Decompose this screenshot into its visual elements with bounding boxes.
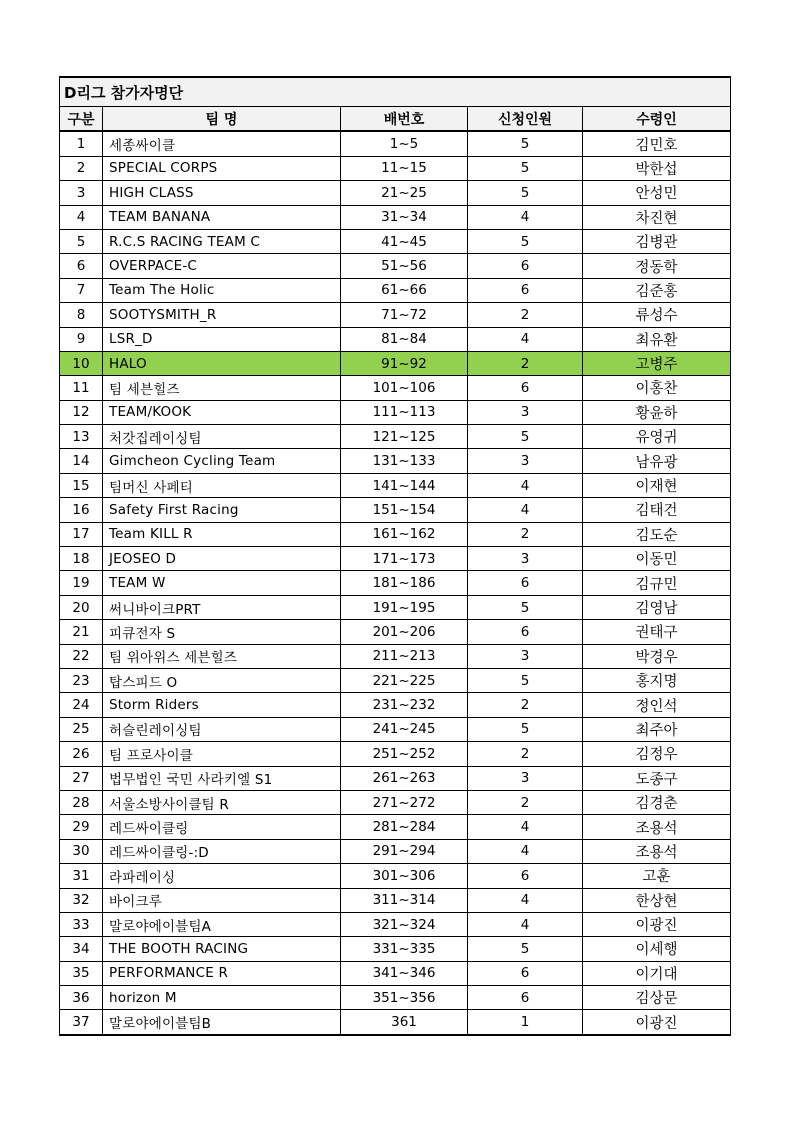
bib-range: 281~284 [341,815,468,839]
table-row [60,864,731,888]
row-number: 25 [60,717,103,741]
table-row [60,303,731,327]
team-name: 팀 위아위스 세븐힐즈 [103,644,341,668]
bib-range: 11~15 [341,156,468,180]
table-row [60,425,731,449]
table-row [60,181,731,205]
bib-range: 91~92 [341,351,468,375]
receiver-name: 이동민 [583,547,731,571]
applicant-count: 5 [468,229,583,253]
bib-range: 271~272 [341,790,468,814]
applicant-count: 5 [468,425,583,449]
bib-range: 301~306 [341,864,468,888]
applicant-count: 6 [468,961,583,985]
applicant-count: 2 [468,742,583,766]
team-name: 레드싸이클링 [103,815,341,839]
header-bib: 배번호 [341,107,468,132]
bib-range: 101~106 [341,376,468,400]
team-name: 탑스피드 O [103,668,341,692]
row-number: 2 [60,156,103,180]
table-row [60,254,731,278]
table-row [60,912,731,936]
team-name: PERFORMANCE R [103,961,341,985]
applicant-count: 5 [468,131,583,156]
row-number: 21 [60,620,103,644]
table-row [60,229,731,253]
receiver-name: 고훈 [583,864,731,888]
applicant-count: 3 [468,449,583,473]
team-name: TEAM/KOOK [103,400,341,424]
table-row [60,473,731,497]
receiver-name: 차진현 [583,205,731,229]
table-row [60,547,731,571]
applicant-count: 6 [468,986,583,1010]
team-name: 처갓집레이싱팀 [103,425,341,449]
applicant-count: 4 [468,473,583,497]
applicant-count: 5 [468,156,583,180]
row-number: 28 [60,790,103,814]
receiver-name: 조용석 [583,839,731,863]
applicant-count: 5 [468,717,583,741]
header-team: 팀 명 [103,107,341,132]
row-number: 18 [60,547,103,571]
receiver-name: 김태건 [583,498,731,522]
table-row [60,937,731,961]
header-no: 구분 [60,107,103,132]
bib-range: 331~335 [341,937,468,961]
receiver-name: 권태구 [583,620,731,644]
team-name: TEAM BANANA [103,205,341,229]
table-row [60,668,731,692]
row-number: 22 [60,644,103,668]
receiver-name: 이홍찬 [583,376,731,400]
receiver-name: 안성민 [583,181,731,205]
row-number: 29 [60,815,103,839]
bib-range: 151~154 [341,498,468,522]
table-row [60,498,731,522]
team-name: R.C.S RACING TEAM C [103,229,341,253]
row-number: 13 [60,425,103,449]
bib-range: 201~206 [341,620,468,644]
table-row [60,131,731,156]
row-number: 15 [60,473,103,497]
row-number: 6 [60,254,103,278]
bib-range: 41~45 [341,229,468,253]
receiver-name: 김규민 [583,571,731,595]
bib-range: 261~263 [341,766,468,790]
table-row [60,205,731,229]
bib-range: 291~294 [341,839,468,863]
team-name: Safety First Racing [103,498,341,522]
receiver-name: 최유환 [583,327,731,351]
table-row [60,595,731,619]
row-number: 10 [60,351,103,375]
row-number: 3 [60,181,103,205]
row-number: 19 [60,571,103,595]
team-name: 세종싸이클 [103,131,341,156]
applicant-count: 5 [468,181,583,205]
table-row [60,400,731,424]
applicant-count: 4 [468,205,583,229]
receiver-name: 한상현 [583,888,731,912]
team-name: 레드싸이클링-:D [103,839,341,863]
table-row [60,156,731,180]
team-name: 말로야에이블팀A [103,912,341,936]
row-number: 35 [60,961,103,985]
team-name: 피큐전자 S [103,620,341,644]
receiver-name: 정인석 [583,693,731,717]
team-name: THE BOOTH RACING [103,937,341,961]
team-name: 라파레이싱 [103,864,341,888]
applicant-count: 4 [468,912,583,936]
table-row [60,522,731,546]
participant-table [59,76,731,1036]
bib-range: 61~66 [341,278,468,302]
team-name: Team The Holic [103,278,341,302]
team-name: HIGH CLASS [103,181,341,205]
receiver-name: 이재현 [583,473,731,497]
row-number: 30 [60,839,103,863]
table-row [60,449,731,473]
applicant-count: 3 [468,644,583,668]
row-number: 11 [60,376,103,400]
team-name: Storm Riders [103,693,341,717]
table-row [60,790,731,814]
table-row [60,351,731,375]
applicant-count: 5 [468,937,583,961]
applicant-count: 1 [468,1010,583,1035]
participant-list-sheet [59,76,730,1036]
bib-range: 111~113 [341,400,468,424]
team-name: SOOTYSMITH_R [103,303,341,327]
applicant-count: 3 [468,766,583,790]
row-number: 17 [60,522,103,546]
receiver-name: 남유광 [583,449,731,473]
team-name: LSR_D [103,327,341,351]
row-number: 36 [60,986,103,1010]
receiver-name: 김상문 [583,986,731,1010]
bib-range: 131~133 [341,449,468,473]
row-number: 24 [60,693,103,717]
row-number: 4 [60,205,103,229]
receiver-name: 김경춘 [583,790,731,814]
row-number: 7 [60,278,103,302]
applicant-count: 4 [468,888,583,912]
applicant-count: 2 [468,790,583,814]
row-number: 20 [60,595,103,619]
receiver-name: 유영귀 [583,425,731,449]
row-number: 32 [60,888,103,912]
team-name: 써니바이크PRT [103,595,341,619]
applicant-count: 6 [468,620,583,644]
receiver-name: 이광진 [583,912,731,936]
receiver-name: 박한섭 [583,156,731,180]
bib-range: 171~173 [341,547,468,571]
receiver-name: 이세행 [583,937,731,961]
applicant-count: 4 [468,498,583,522]
applicant-count: 6 [468,254,583,278]
table-header-row [60,107,731,132]
table-row [60,888,731,912]
table-row [60,376,731,400]
applicant-count: 4 [468,815,583,839]
team-name: HALO [103,351,341,375]
receiver-name: 김민호 [583,131,731,156]
applicant-count: 2 [468,693,583,717]
bib-range: 161~162 [341,522,468,546]
bib-range: 1~5 [341,131,468,156]
bib-range: 71~72 [341,303,468,327]
team-name: 팀머신 사페티 [103,473,341,497]
receiver-name: 류성수 [583,303,731,327]
team-name: 법무법인 국민 사라키엘 S1 [103,766,341,790]
bib-range: 211~213 [341,644,468,668]
receiver-name: 황윤하 [583,400,731,424]
table-row [60,839,731,863]
receiver-name: 고병주 [583,351,731,375]
applicant-count: 6 [468,278,583,302]
table-row [60,717,731,741]
bib-range: 191~195 [341,595,468,619]
table-title: D리그 참가자명단 [60,77,731,107]
row-number: 12 [60,400,103,424]
bib-range: 251~252 [341,742,468,766]
table-row [60,1010,731,1035]
applicant-count: 6 [468,864,583,888]
applicant-count: 4 [468,327,583,351]
team-name: Gimcheon Cycling Team [103,449,341,473]
applicant-count: 6 [468,376,583,400]
bib-range: 181~186 [341,571,468,595]
team-name: Team KILL R [103,522,341,546]
team-name: TEAM W [103,571,341,595]
row-number: 16 [60,498,103,522]
receiver-name: 박경우 [583,644,731,668]
row-number: 5 [60,229,103,253]
team-name: 바이크루 [103,888,341,912]
applicant-count: 6 [468,571,583,595]
receiver-name: 조용석 [583,815,731,839]
table-row [60,278,731,302]
row-number: 31 [60,864,103,888]
bib-range: 21~25 [341,181,468,205]
bib-range: 241~245 [341,717,468,741]
applicant-count: 4 [468,839,583,863]
table-body [60,131,731,1034]
receiver-name: 김준홍 [583,278,731,302]
team-name: 팀 세븐힐즈 [103,376,341,400]
receiver-name: 정동학 [583,254,731,278]
row-number: 33 [60,912,103,936]
receiver-name: 홍지명 [583,668,731,692]
table-row [60,986,731,1010]
applicant-count: 2 [468,522,583,546]
applicant-count: 2 [468,351,583,375]
applicant-count: 5 [468,595,583,619]
team-name: 허슬린레이싱팀 [103,717,341,741]
team-name: horizon M [103,986,341,1010]
header-receiver: 수령인 [583,107,731,132]
table-row [60,693,731,717]
receiver-name: 김정우 [583,742,731,766]
table-title-row [60,77,731,107]
table-row [60,766,731,790]
row-number: 23 [60,668,103,692]
receiver-name: 김병관 [583,229,731,253]
team-name: 말로야에이블팀B [103,1010,341,1035]
team-name: 서울소방사이클팀 R [103,790,341,814]
receiver-name: 김영남 [583,595,731,619]
applicant-count: 2 [468,303,583,327]
applicant-count: 3 [468,547,583,571]
row-number: 9 [60,327,103,351]
bib-range: 31~34 [341,205,468,229]
bib-range: 221~225 [341,668,468,692]
applicant-count: 3 [468,400,583,424]
table-row [60,742,731,766]
receiver-name: 이광진 [583,1010,731,1035]
applicant-count: 5 [468,668,583,692]
row-number: 34 [60,937,103,961]
row-number: 8 [60,303,103,327]
receiver-name: 이기대 [583,961,731,985]
row-number: 27 [60,766,103,790]
bib-range: 351~356 [341,986,468,1010]
receiver-name: 김도순 [583,522,731,546]
team-name: SPECIAL CORPS [103,156,341,180]
bib-range: 51~56 [341,254,468,278]
row-number: 14 [60,449,103,473]
row-number: 37 [60,1010,103,1035]
bib-range: 321~324 [341,912,468,936]
row-number: 1 [60,131,103,156]
team-name: JEOSEO D [103,547,341,571]
receiver-name: 최주아 [583,717,731,741]
table-row [60,571,731,595]
table-row [60,961,731,985]
bib-range: 231~232 [341,693,468,717]
bib-range: 121~125 [341,425,468,449]
bib-range: 361 [341,1010,468,1035]
bib-range: 311~314 [341,888,468,912]
bib-range: 81~84 [341,327,468,351]
row-number: 26 [60,742,103,766]
bib-range: 341~346 [341,961,468,985]
team-name: 팀 프로사이클 [103,742,341,766]
table-row [60,815,731,839]
table-row [60,620,731,644]
receiver-name: 도종구 [583,766,731,790]
team-name: OVERPACE-C [103,254,341,278]
table-row [60,327,731,351]
bib-range: 141~144 [341,473,468,497]
table-row [60,644,731,668]
header-count: 신청인원 [468,107,583,132]
